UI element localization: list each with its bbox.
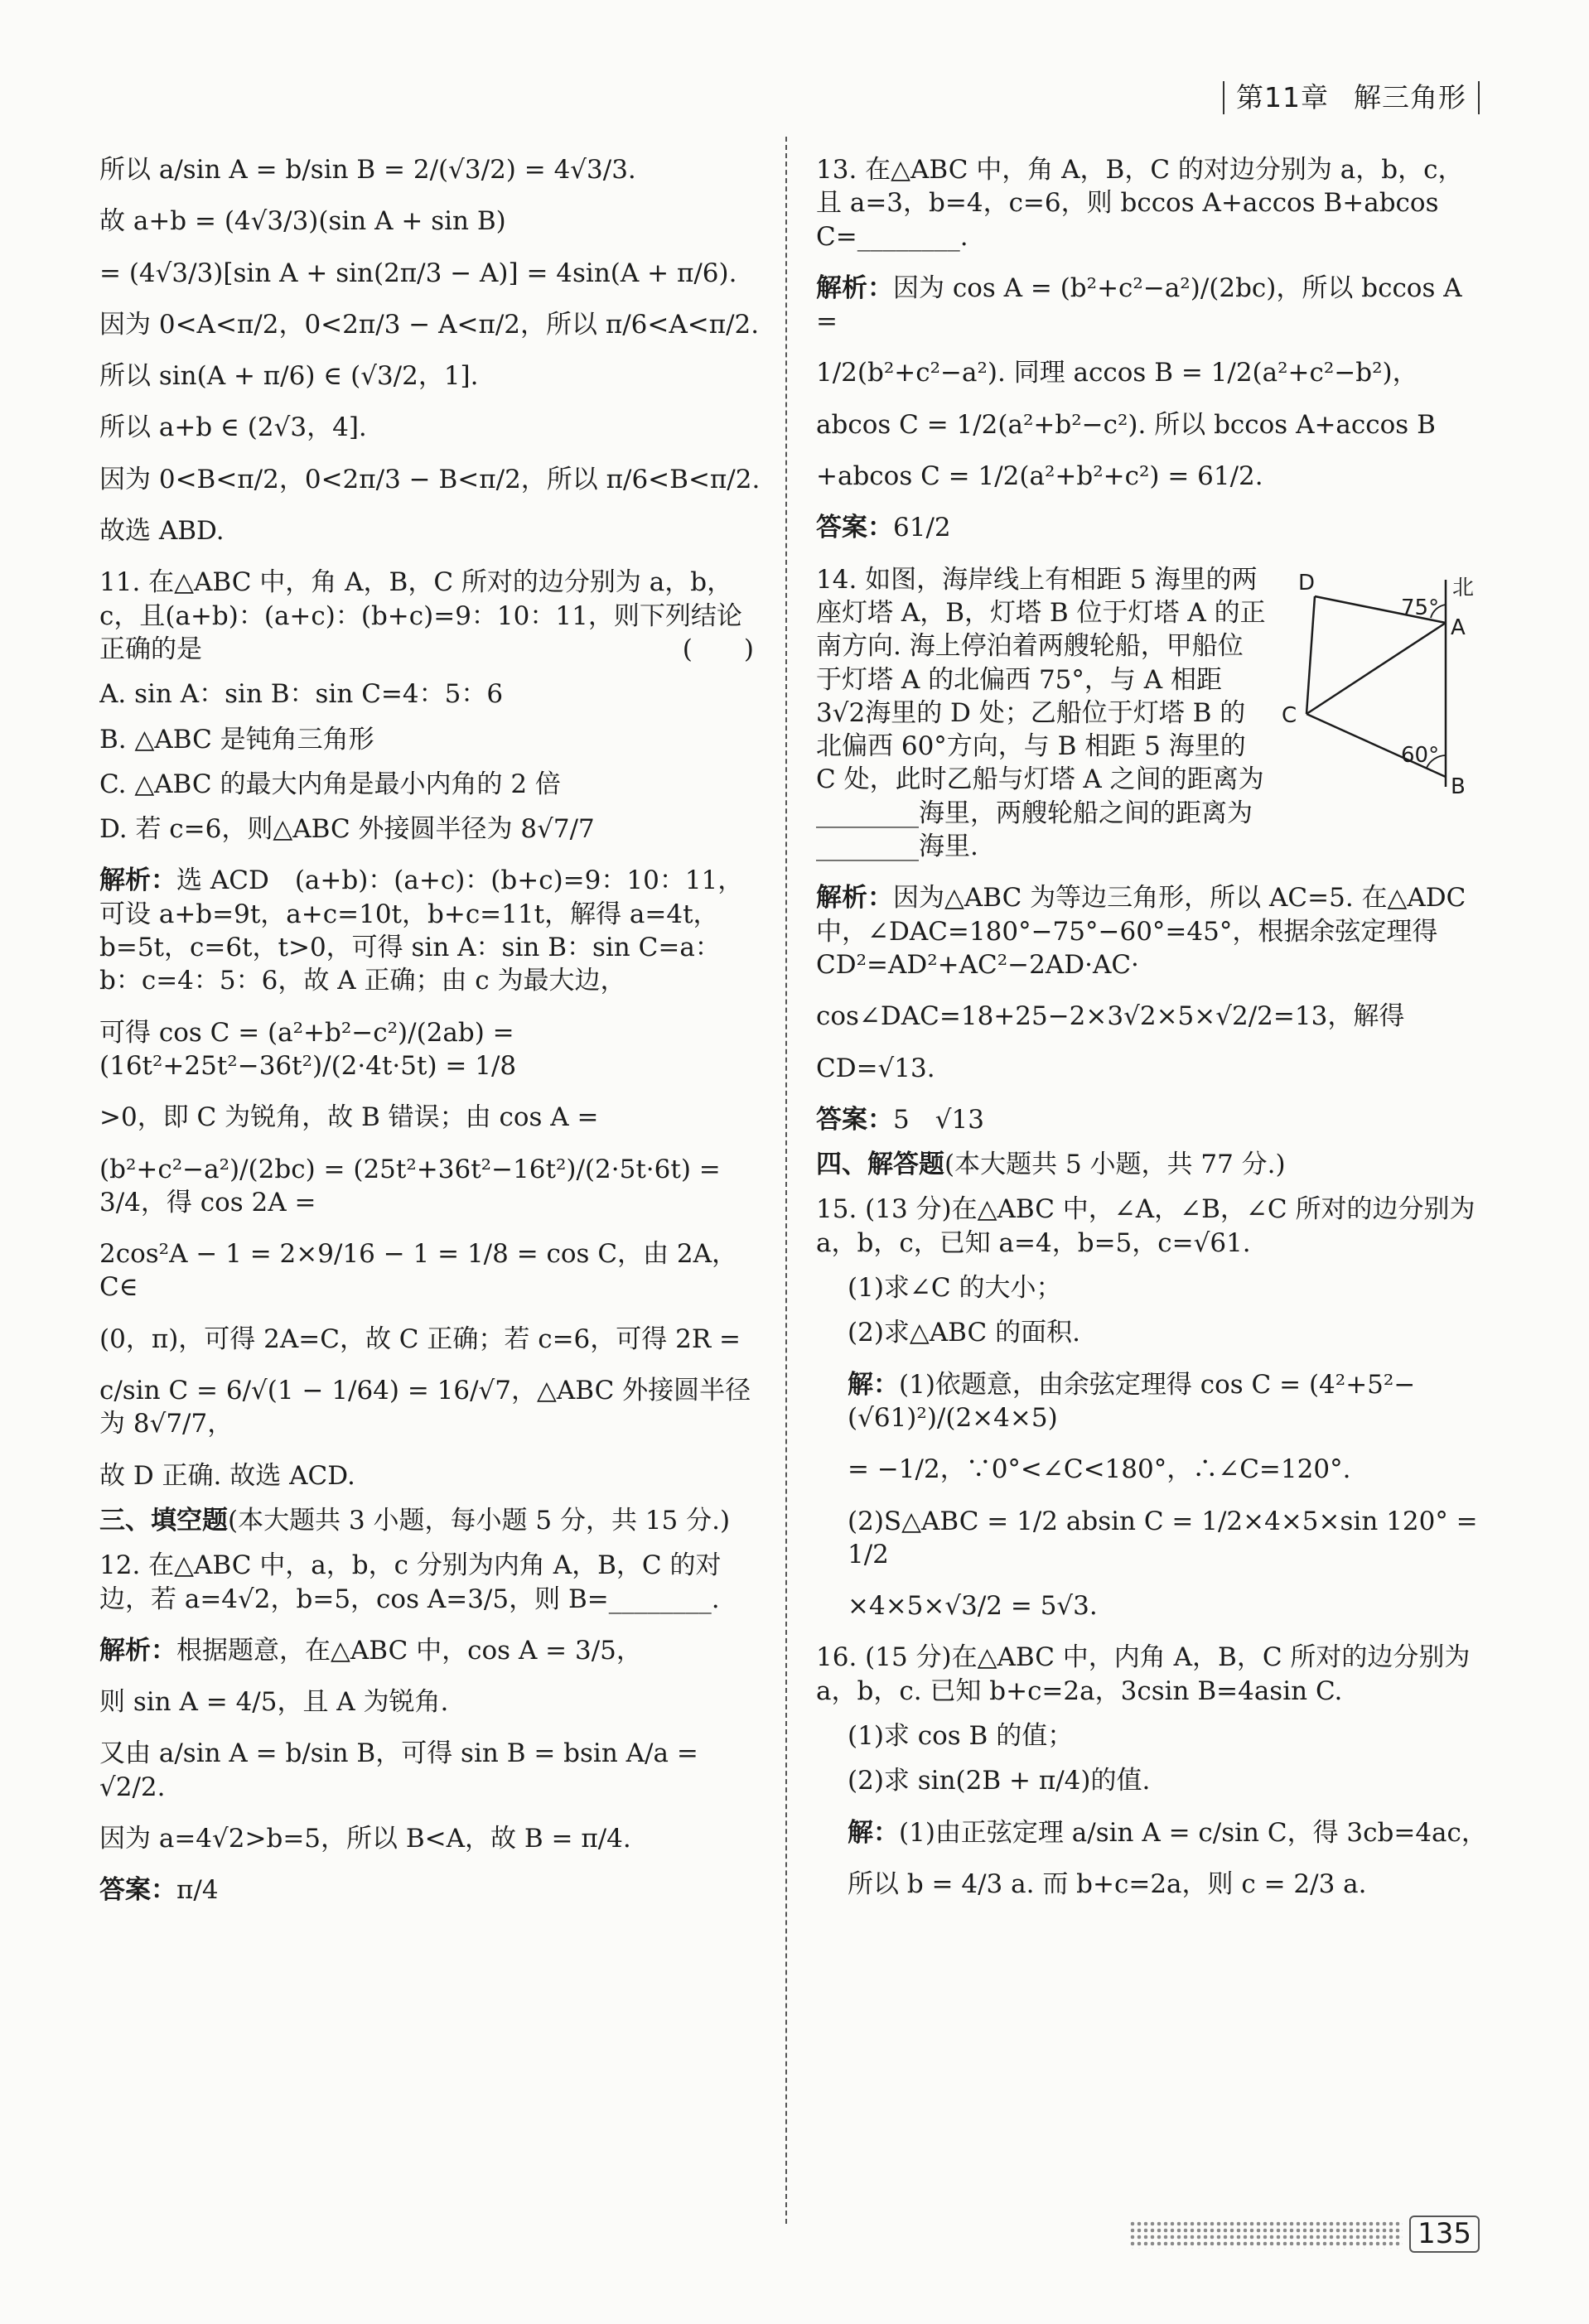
text-line: 因为 0<B<π/2，0<2π/3 − B<π/2，所以 π/6<B<π/2. [99, 464, 761, 494]
page-number: 135 [1409, 2216, 1480, 2253]
north-label: 北 [1452, 575, 1475, 600]
segment-ca [1306, 623, 1446, 714]
answer-label: 答案： [99, 1875, 176, 1906]
problem-14 [816, 563, 1487, 1136]
text-line: 所以 sin(A + π/6) ∈ (√3/2，1]. [99, 361, 479, 392]
page-footer [1129, 2216, 1480, 2253]
problem-stem: 16. (15 分)在△ABC 中，内角 A，B，C 所对的边分别为 a，b，c. 已知 b+c=2a，3csin B=4asin C. [816, 1642, 1471, 1706]
chapter-number: 第11章 [1236, 81, 1329, 113]
sub-question: (2)求 sin(2B + π/4)的值. [848, 1766, 1151, 1796]
text-line: 因为 0<A<π/2，0<2π/3 − A<π/2，所以 π/6<A<π/2. [99, 309, 760, 340]
problem-stem: 15. (13 分)在△ABC 中，∠A，∠B，∠C 所对的边分别为 a，b，c，已知 a=4，b=5，c=√61. [816, 1194, 1476, 1258]
solution-text: c/sin C = 6/√(1 − 1/64) = 16/√7，△ABC 外接圆半径为 8√7/7， [99, 1376, 751, 1439]
section-heading [816, 1148, 1487, 1181]
problem-12 [99, 1549, 762, 1907]
label-c: C [1282, 702, 1297, 728]
solution-text: 2cos²A − 1 = 2×9/16 − 1 = 1/8 = cos C，由 2A，C∈ [99, 1239, 738, 1303]
solution-text: 因为 cos A = (b²+c²−a²)/(2bc)，所以 bccos A = [816, 272, 1462, 337]
solution-text: +abcos C = 1/2(a²+b²+c²) = 61/2. [816, 461, 1263, 492]
problem-stem: 13. 在△ABC 中，角 A，B，C 的对边分别为 a，b，c，且 a=3，b=4，c=6，则 bccos A+accos B+abcos C=________. [816, 155, 1464, 252]
solution-text: (2)S△ABC = 1/2 absin C = 1/2×4×5×sin 120° = 1/2 [848, 1506, 1478, 1569]
section-title: 四、解答题 [816, 1150, 944, 1180]
lighthouse-figure [1280, 563, 1487, 812]
answer-bracket: ( ) [682, 634, 754, 664]
text-line: 故选 ABD. [99, 516, 225, 547]
chapter-header [1223, 81, 1480, 114]
solution-text: 因为△ABC 为等边三角形，所以 AC=5. 在△ADC 中，∠DAC=180°−75°−60°=45°，根据余弦定理得 CD²=AD²+AC²−2AD·AC· [816, 883, 1466, 980]
analysis-label: 解析： [816, 272, 893, 303]
answer-value: π/4 [176, 1875, 219, 1906]
section-note: (本大题共 3 小题，每小题 5 分，共 15 分.) [228, 1505, 731, 1536]
option-c: C. △ABC 的最大内角是最小内角的 2 倍 [99, 769, 561, 799]
solution-text: 可得 cos C = (a²+b²−c²)/(2ab) = (16t²+25t²−36t²)/(2·4t·5t) = 1/8 [99, 1017, 517, 1081]
section-heading [99, 1504, 762, 1537]
segment-dc [1306, 596, 1315, 714]
right-column [816, 153, 1487, 2233]
option-d: D. 若 c=6，则△ABC 外接圆半径为 8√7/7 [99, 814, 595, 845]
solution-text: 则 sin A = 4/5，且 A 为锐角. [99, 1687, 449, 1718]
option-b: B. △ABC 是钝角三角形 [99, 724, 374, 755]
sub-question: (1)求 cos B 的值； [848, 1720, 1074, 1751]
solution-text: >0，即 C 为锐角，故 B 错误；由 cos A = [99, 1102, 599, 1133]
solution-text: 故 D 正确. 故选 ACD. [99, 1460, 355, 1491]
answer-label: 答案： [816, 1104, 893, 1135]
solution-text: abcos C = 1/2(a²+b²−c²). 所以 bccos A+accos B [816, 409, 1436, 440]
solution-text: 1/2(b²+c²−a²). 同理 accos B = 1/2(a²+c²−b²)， [816, 358, 1418, 388]
solution-text: (1)依题意，由余弦定理得 cos C = (4²+5²−(√61)²)/(2×4×5) [848, 1369, 1416, 1433]
solution-label: 解： [848, 1817, 899, 1848]
analysis-label: 解析： [99, 1635, 176, 1666]
chapter-title: 解三角形 [1354, 81, 1466, 113]
option-a: A. sin A：sin B：sin C=4：5：6 [99, 679, 504, 710]
solution-text: cos∠DAC=18+25−2×3√2×5×√2/2=13，解得 [816, 1001, 1405, 1032]
solution-text: 根据题意，在△ABC 中，cos A = 3/5， [176, 1635, 642, 1666]
solution-label: 解： [848, 1369, 899, 1400]
analysis-label: 解析： [816, 883, 893, 914]
analysis-label: 解析： [99, 865, 176, 896]
problem-stem: 14. 如图，海岸线上有相距 5 海里的两座灯塔 A，B，灯塔 B 位于灯塔 A 的正南方向. 海上停泊着两艘轮船，甲船位于灯塔 A 的北偏西 75°，与 A 相距 3√2海里的 D 处；乙船位于灯塔 B 的北偏西 60°方向，与 B 相距 5 海里的 C 处，此时乙船与灯塔 A 之间的距离为________海里，两艘轮船之间的距离为________海里. [816, 564, 1266, 862]
decorative-dot-band [1129, 2220, 1403, 2249]
sub-question: (2)求△ABC 的面积. [848, 1318, 1080, 1348]
solution-text: (1)由正弦定理 a/sin A = c/sin C，得 3cb=4ac， [899, 1817, 1487, 1848]
left-column [99, 153, 762, 2233]
problem-11 [99, 566, 762, 1492]
section-note: (本大题共 5 小题，共 77 分.) [944, 1150, 1286, 1180]
solution-text: 因为 a=4√2>b=5，所以 B<A，故 B = π/4. [99, 1823, 631, 1854]
section-title: 三、填空题 [99, 1505, 228, 1536]
problem-stem: 11. 在△ABC 中，角 A，B，C 所对的边分别为 a，b，c，且(a+b)：(a+c)：(b+c)=9：10：11，则下列结论正确的是 [99, 567, 742, 664]
angle-75-label: 75° [1401, 595, 1440, 620]
problem-15 [816, 1193, 1487, 1622]
text-line: 所以 a+b ∈ (2√3，4]. [99, 412, 367, 443]
problem-stem: 12. 在△ABC 中，a，b，c 分别为内角 A，B，C 的对边，若 a=4√2，b=5，cos A=3/5，则 B=________. [99, 1550, 722, 1614]
solution-text: (0，π)，可得 2A=C，故 C 正确；若 c=6，可得 2R = [99, 1324, 741, 1354]
answer-value: 5 √13 [893, 1104, 984, 1135]
angle-60-label: 60° [1401, 742, 1440, 768]
solution-text: CD=√13. [816, 1053, 935, 1083]
answer-value: 61/2 [893, 513, 951, 543]
solution-text: 选 ACD (a+b)：(a+c)：(b+c)=9：10：11，可设 a+b=9t，a+c=10t，b+c=11t，解得 a=4t，b=5t，c=6t，t>0，可得 sin A：sin B：sin C=a：b：c=4：5：6，故 A 正确；由 c 为最大边， [99, 865, 744, 996]
solution-text: = −1/2，∵0°<∠C<180°，∴∠C=120°. [848, 1454, 1351, 1485]
label-a: A [1451, 615, 1466, 640]
sub-question: (1)求∠C 的大小； [848, 1273, 1062, 1304]
column-divider [785, 137, 787, 2224]
solution-text: 又由 a/sin A = b/sin B，可得 sin B = bsin A/a = √2/2. [99, 1738, 698, 1802]
solution-text: (b²+c²−a²)/(2bc) = (25t²+36t²−16t²)/(2·5t·6t) = 3/4，得 cos 2A = [99, 1154, 721, 1217]
solution-text: 所以 b = 4/3 a. 而 b+c=2a，则 c = 2/3 a. [848, 1868, 1367, 1899]
text-line: 故 a+b = (4√3/3)(sin A + sin B) [99, 206, 506, 237]
solution-text: ×4×5×√3/2 = 5√3. [848, 1591, 1098, 1622]
label-d: D [1298, 570, 1316, 595]
text-line: = (4√3/3)[sin A + sin(2π/3 − A)] = 4sin(A + π/6). [99, 258, 737, 288]
text-line: 所以 a/sin A = b/sin B = 2/(√3/2) = 4√3/3. [99, 155, 636, 185]
problem-16 [816, 1641, 1487, 1901]
answer-label: 答案： [816, 513, 893, 543]
problem-13 [816, 153, 1487, 545]
label-b: B [1451, 774, 1466, 799]
